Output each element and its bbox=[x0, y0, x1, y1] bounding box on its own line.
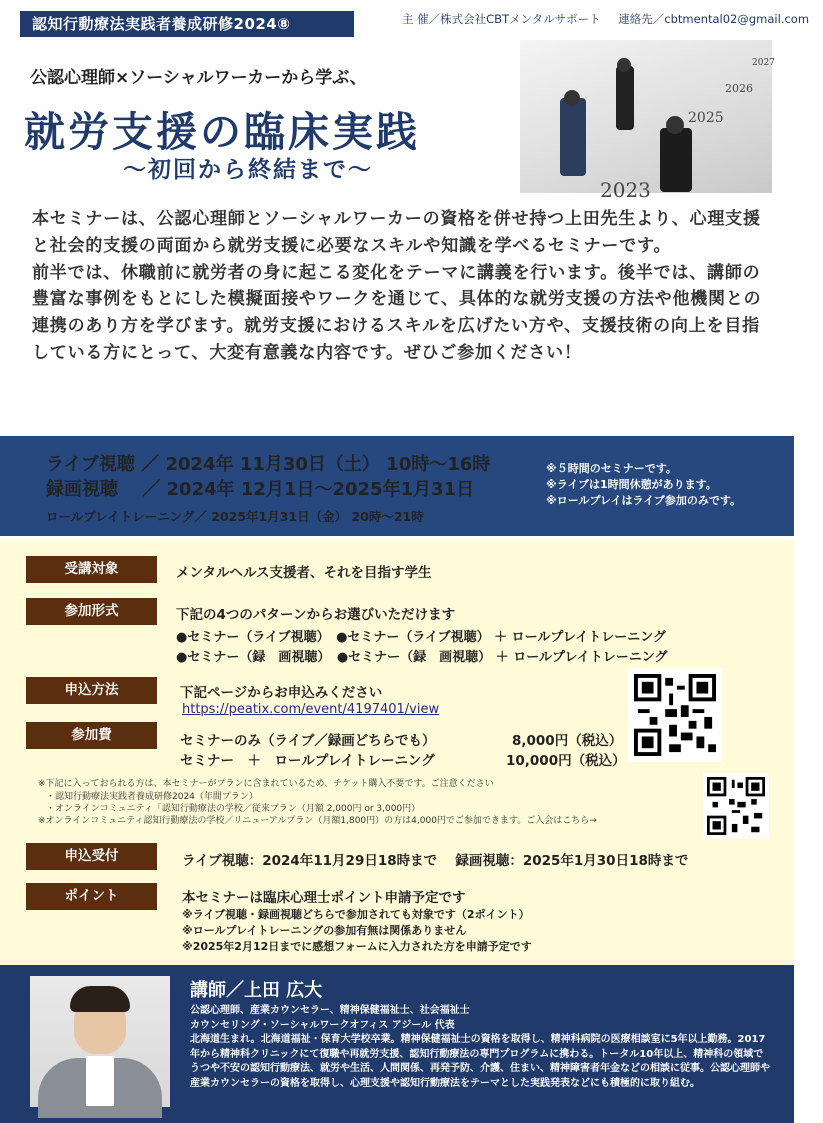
apply-label: 申込方法 bbox=[26, 677, 157, 704]
schedule-note: ※ロールプレイはライブ参加のみです。 bbox=[546, 494, 741, 507]
lecturer-office: カウンセリング・ソーシャルワークオフィス アジール 代表 bbox=[190, 1019, 455, 1031]
hero-photo bbox=[520, 40, 775, 202]
point-note: ※ライブ視聴・録画視聴どちらで参加されても対象です（2ポイント） bbox=[182, 908, 530, 921]
point-main: 本セミナーは臨床心理士ポイント申請予定です bbox=[182, 890, 466, 906]
contact-text: 連絡先／cbtmental02@gmail.com bbox=[618, 12, 810, 26]
intro-paragraph: 本セミナーは、公認心理師とソーシャルワーカーの資格を併せ持つ上田先生より、心理支援と社会的支援の両面から就労支援に必要なスキルや知識を学べるセミナーです。 bbox=[32, 209, 761, 256]
apply-text: 下記ページからお申込みください bbox=[180, 685, 383, 701]
point-label: ポイント bbox=[26, 883, 157, 910]
main-title: 就労支援の臨床実践 bbox=[24, 108, 420, 156]
point-note: ※2025年2月12日までに感想フォームに入力された方を申請予定です bbox=[182, 940, 532, 953]
plan-note: ・認知行動療法実践者養成研修2024（年間プラン） bbox=[46, 792, 258, 802]
schedule-notes bbox=[546, 461, 741, 509]
target-value: メンタルヘルス支援者、それを目指す学生 bbox=[176, 565, 432, 581]
intro-paragraph: 前半では、休職前に就労者の身に起こる変化をテーマに講義を行います。後半では、講師の豊富な事例をもとにした模擬面接やワークを通じて、具体的な就労支援の方法や他機関との連携のあり方を学びます。就労支援におけるスキルを広げたい方や、支援技術の向上を目指している方にとって、大変有意義な内容です。ぜひご参加ください！ bbox=[32, 262, 762, 363]
lecturer-credentials: 公認心理師、産業カウンセラー、精神保健福祉士、社会福祉士 bbox=[190, 1005, 470, 1016]
plan-note: ・オンラインコミュニティ「認知行動療法の学校／従来プラン（月額 2,000円 or 3,000円） bbox=[46, 804, 421, 814]
apply-link[interactable]: https://peatix.com/event/4197401/view bbox=[182, 702, 440, 717]
lecturer-title: 講師／上田 広大 bbox=[190, 980, 323, 1001]
qr-code-apply[interactable] bbox=[628, 668, 722, 762]
qr-icon bbox=[634, 674, 716, 756]
photo-year-2026: 2026 bbox=[725, 82, 753, 95]
format-row: ●セミナー（ライブ視聴） ●セミナー（ライブ視聴） ＋ ロールプレイトレーニング bbox=[176, 630, 666, 645]
schedule-note: ※５時間のセミナーです。 bbox=[546, 462, 677, 475]
photo-year-2023: 2023 bbox=[600, 178, 651, 202]
figurine-head bbox=[666, 116, 684, 134]
main-subtitle: 〜初回から終結まで〜 bbox=[123, 156, 373, 183]
point-note: ※ロールプレイトレーニングの参加有無は関係ありません bbox=[182, 924, 467, 937]
figurine bbox=[616, 66, 634, 130]
format-intro: 下記の4つのパターンからお選びいただけます bbox=[176, 607, 456, 623]
figurine-head bbox=[617, 58, 631, 72]
photo-year-2025: 2025 bbox=[688, 110, 724, 126]
reception-label: 申込受付 bbox=[26, 843, 157, 870]
lecturer-bio bbox=[190, 1004, 770, 1091]
figurine-head bbox=[564, 90, 580, 106]
lecturer-shirt bbox=[86, 1056, 114, 1106]
plan-note: ※下記に入っておられる方は、本セミナーがプランに含まれているため、チケット購入不要です。ご注意ください bbox=[38, 779, 494, 789]
lecturer-biography: 北海道生まれ。北海道福祉・保育大学校卒業。精神保健福祉士の資格を取得し、精神科病院の医療相談室に5年以上勤務。2017年から精神科クリニックにて復職や再就労支援、認知行動療法の専門プログラムに携わる。トータル10年以上、精神科の領域でうつや不安の認知行動療法、就労や生活、人間関係、再発予防、介護、住まい、精神障害者年金などの相談に従事。公認心理師や産業カウンセラーの資格を取得し、心理支援や認知行動療法をテーマとした実践発表などにも積極的に取り組む。 bbox=[190, 1034, 770, 1089]
figurine bbox=[560, 98, 586, 176]
qr-code-community[interactable] bbox=[703, 773, 769, 839]
lecturer-hair bbox=[70, 986, 130, 1012]
organizer-text: 主 催／株式会社CBTメンタルサポート bbox=[402, 12, 601, 26]
schedule-recorded: 録画視聴 ／ 2024年 12月1日〜2025年1月31日 bbox=[46, 479, 475, 500]
qr-icon bbox=[707, 777, 765, 835]
series-tag: 認知行動療法実践者養成研修2024⑧ bbox=[20, 11, 354, 37]
format-label: 参加形式 bbox=[26, 598, 157, 625]
subtitle: 公認心理師×ソーシャルワーカーから学ぶ、 bbox=[30, 68, 367, 88]
fee-roleplay-price: 10,000円（税込） bbox=[506, 753, 626, 769]
fee-seminar-name: セミナーのみ（ライブ／録画どちらでも） bbox=[180, 733, 436, 749]
intro-text bbox=[32, 206, 768, 367]
schedule-live: ライブ視聴 ／ 2024年 11月30日（土） 10時〜16時 bbox=[46, 454, 491, 475]
fee-label: 参加費 bbox=[26, 722, 157, 749]
fee-seminar-price: 8,000円（税込） bbox=[512, 733, 623, 749]
fee-roleplay-name: セミナー ＋ ロールプレイトレーニング bbox=[180, 753, 435, 769]
photo-year-2027: 2027 bbox=[752, 58, 775, 68]
target-label: 受講対象 bbox=[26, 556, 157, 583]
schedule-roleplay: ロールプレイトレーニング／ 2025年1月31日（金） 20時〜21時 bbox=[46, 509, 424, 524]
reception-value: ライブ視聴：2024年11月29日18時まで 録画視聴：2025年1月30日18時まで bbox=[182, 853, 689, 869]
lecturer-photo bbox=[30, 976, 170, 1107]
figurine bbox=[660, 128, 692, 192]
format-row: ●セミナー（録 画視聴） ●セミナー（録 画視聴） ＋ ロールプレイトレーニング bbox=[176, 650, 668, 665]
schedule-note: ※ライブは1時間休憩があります。 bbox=[546, 478, 717, 491]
organizer-info bbox=[402, 11, 823, 27]
plan-note: ※オンラインコミュニティ認知行動療法の学校／リニューアルプラン（月額1,800円）の方は4,000円でご参加できます。ご入会はこちら→ bbox=[38, 816, 597, 826]
